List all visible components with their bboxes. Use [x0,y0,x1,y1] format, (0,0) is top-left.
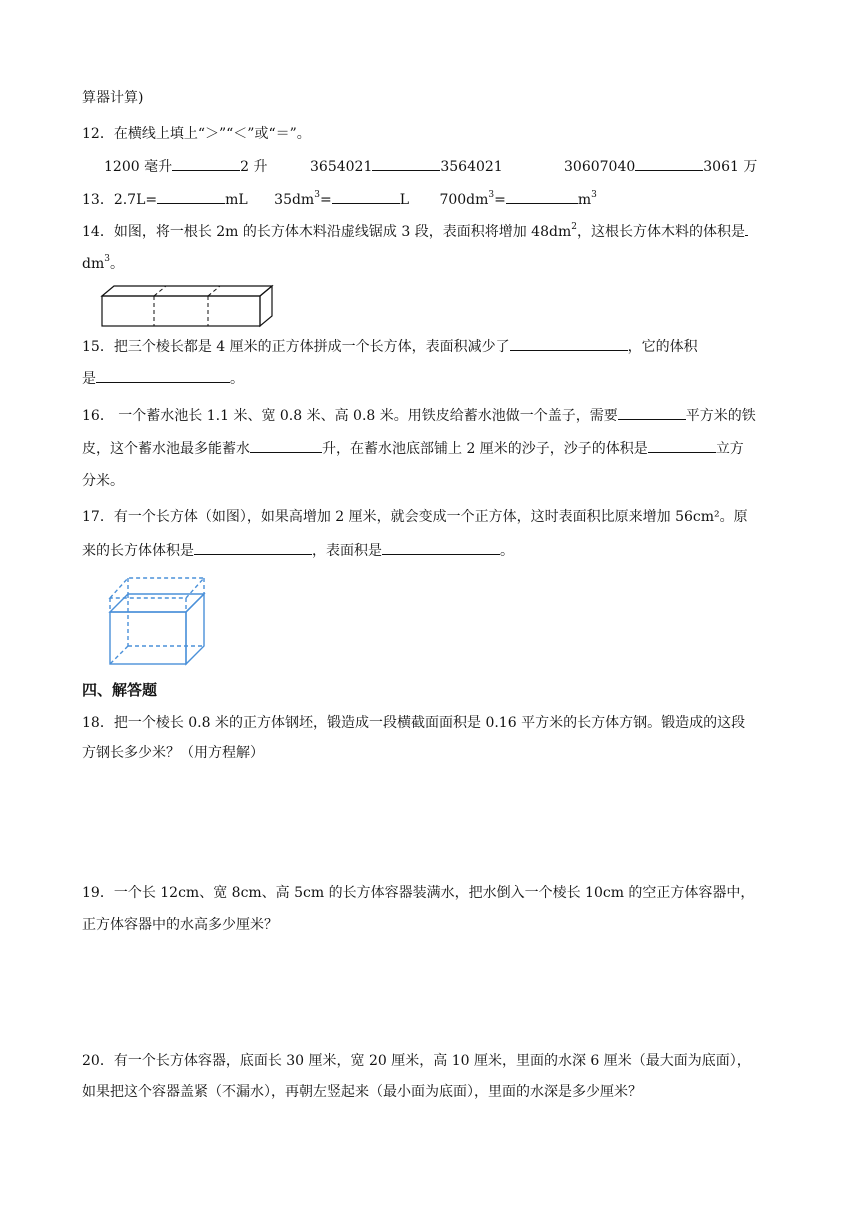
question-16-line-3: 分米。 [82,473,124,489]
answer-blank[interactable] [172,156,240,171]
question-18-line-2: 方钢长多少米？（用方程解） [82,745,264,761]
answer-blank[interactable] [157,189,225,204]
question-number: 13． [82,192,114,208]
answer-blank[interactable] [635,156,703,171]
answer-blank[interactable] [194,540,312,555]
question-16: 16． 一个蓄水池长 1.1 米、宽 0.8 米、高 0.8 米。用铁皮给蓄水池做一个盖子，需要 平方米的铁 [82,405,756,426]
question-14-line-2: $dm^3$。 [82,254,124,272]
answer-blank[interactable] [745,221,748,236]
question-number: 20． [82,1053,114,1069]
answer-blank[interactable] [618,405,686,420]
question-15: 15．把三个棱长都是 4 厘米的正方体拼成一个长方体，表面积减少了 ，它的体积 [82,336,698,357]
question-15-line-2: 是 。 [82,368,244,389]
question-19: 19．一个长 12cm、宽 8cm、高 5cm 的长方体容器装满水，把水倒入一个棱长 10cm 的空正方体容器中， [82,885,755,901]
question-19-line-2: 正方体容器中的水高多少厘米？ [82,917,278,933]
answer-blank[interactable] [372,156,440,171]
question-number: 15． [82,339,114,355]
question-number: 14． [82,224,114,240]
answer-blank[interactable] [648,438,716,453]
answer-blank[interactable] [506,189,578,204]
question-12 [82,124,311,144]
wood-beam-figure [100,284,276,330]
question-13: 13．2.7L= mL $35dm^3= L$ $700dm^3= m^3$ [82,190,597,208]
question-number: 18． [82,715,114,731]
question-text: 在横线上填上“＞”“＜”或“＝”。 [113,126,311,142]
question-number: 19． [82,885,114,901]
q12-item-3: 30607040 3061 万 [564,156,757,177]
answer-blank[interactable] [332,189,400,204]
answer-blank[interactable] [250,438,322,453]
question-17: 17．有一个长方体（如图），如果高增加 2 厘米，就会变成一个正方体，这时表面积比原来增加 56cm²。原 [82,509,748,525]
question-17-line-2: 来的长方体体积是 ，表面积是 。 [82,540,514,561]
cuboid-figure [104,572,208,668]
section-heading: 四、解答题 [82,681,158,699]
question-18: 18．把一个棱长 0.8 米的正方体钢坯，锻造成一段横截面面积是 0.16 平方米的长方体方钢。锻造成的这段 [82,715,746,731]
answer-blank[interactable] [96,368,230,383]
q12-item-2: 3654021 3564021 [310,156,503,177]
question-16-line-2: 皮，这个蓄水池最多能蓄水 升，在蓄水池底部铺上 2 厘米的沙子，沙子的体积是 立方 [82,438,744,459]
question-number: 16． [82,408,114,424]
question-number: 17． [82,509,114,525]
question-14: 14．如图，将一根长 2m 的长方体木料沿虚线锯成 3 段，表面积将增加 $48dm^2$，这根长方体木料的体积是 [82,221,748,242]
continued-text: 算器计算) [82,90,144,106]
answer-blank[interactable] [510,336,628,351]
question-20-line-2: 如果把这个容器盖紧（不漏水），再朝左竖起来（最小面为底面），里面的水深是多少厘米？ [82,1084,642,1100]
answer-blank[interactable] [382,540,500,555]
question-number: 12． [82,126,114,142]
question-20: 20．有一个长方体容器，底面长 30 厘米，宽 20 厘米，高 10 厘米，里面的水深 6 厘米（最大面为底面）， [82,1053,751,1069]
q12-item-1: 1200 毫升 2 升 [104,156,267,177]
